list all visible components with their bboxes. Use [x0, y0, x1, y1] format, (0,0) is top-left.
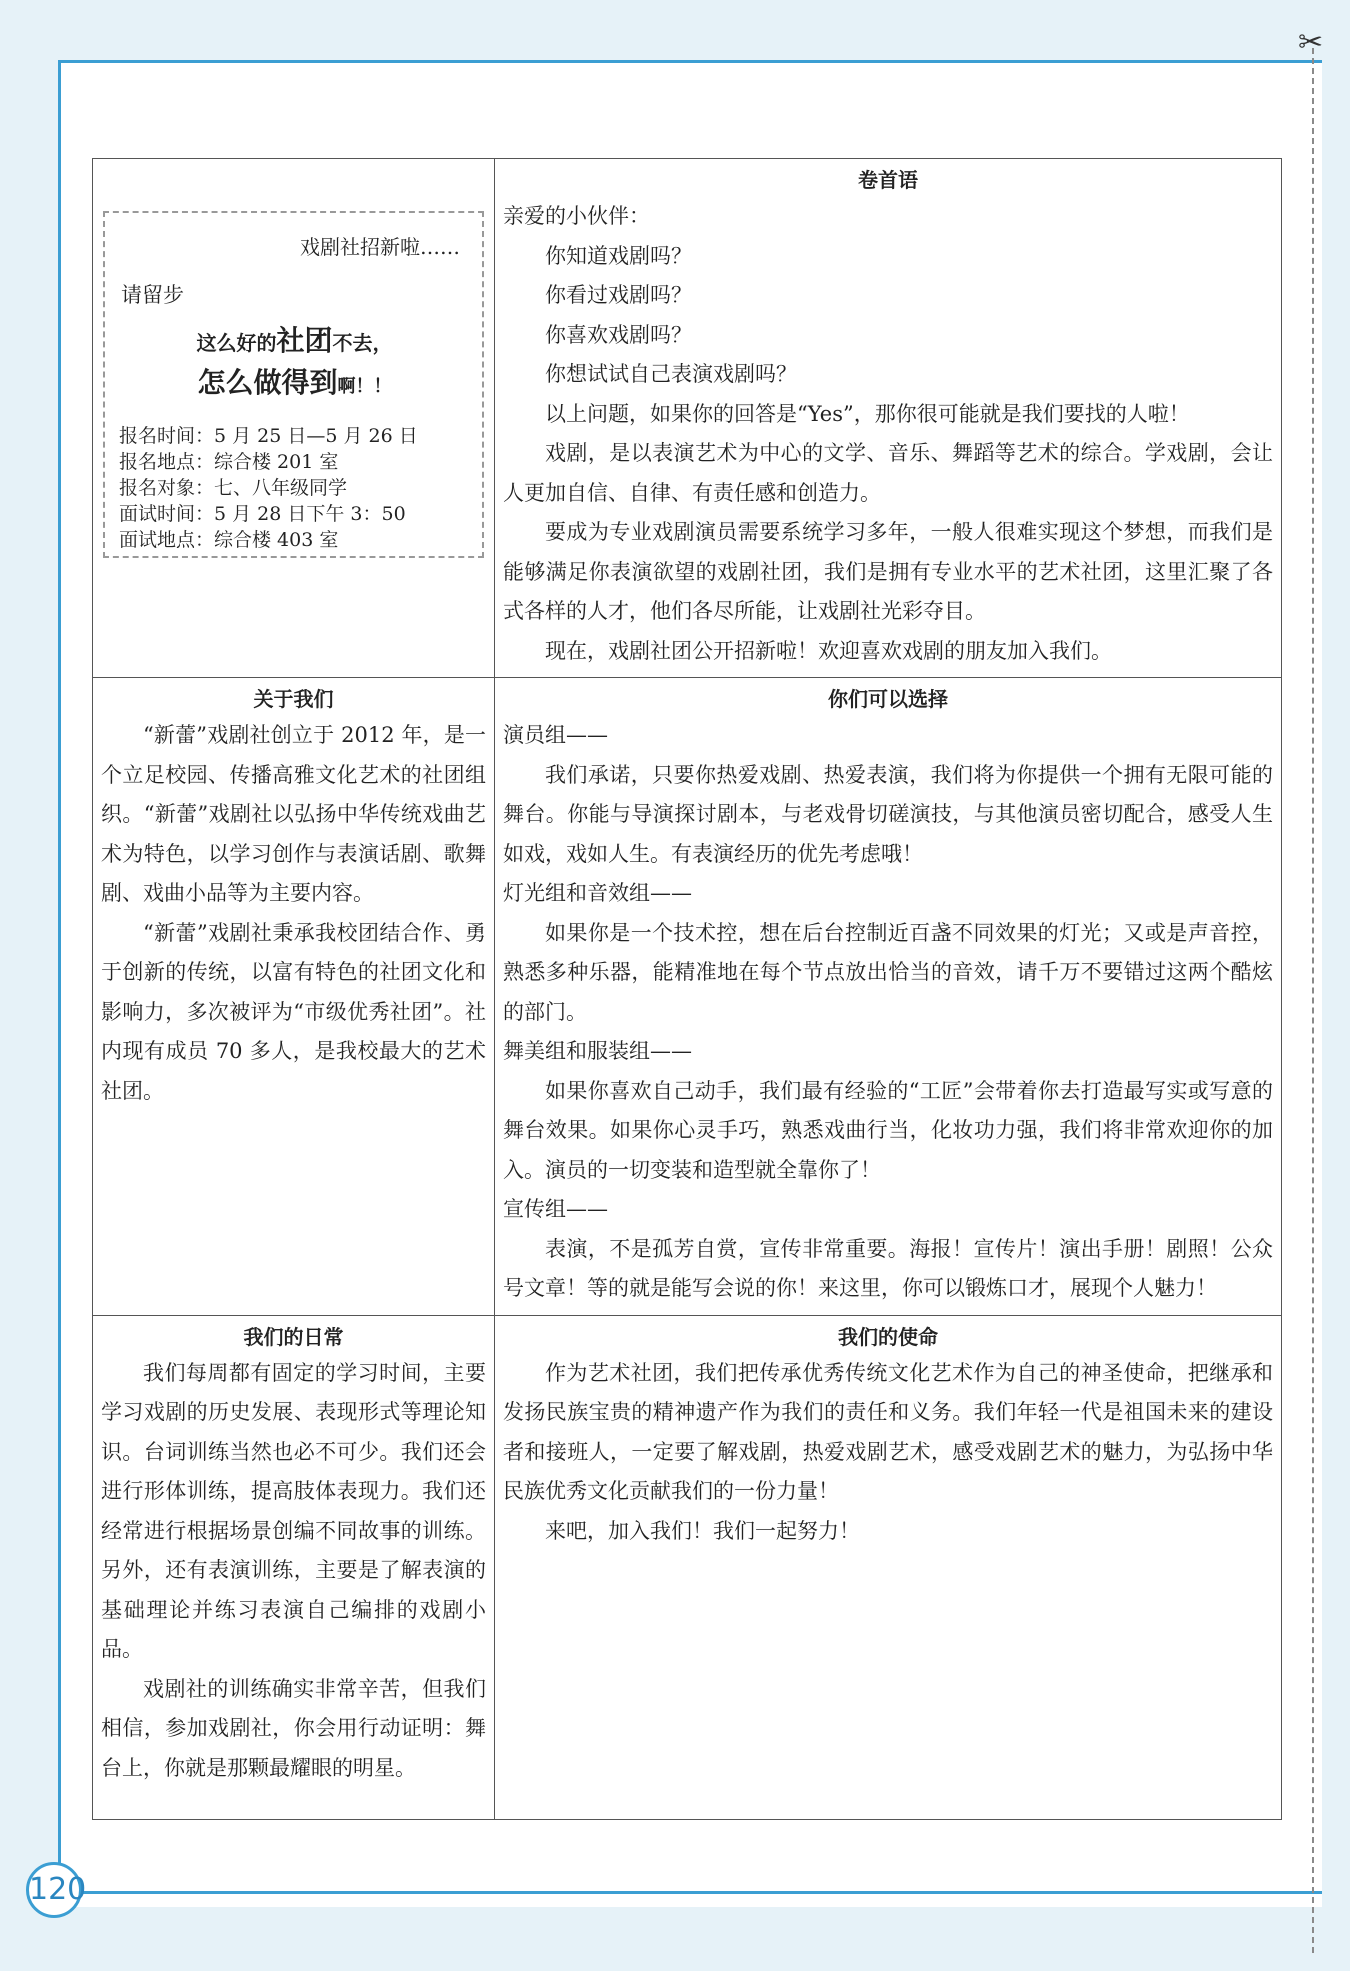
- flyer-cell: [93, 159, 495, 678]
- preface-paragraph: 现在，戏剧社团公开招新啦！欢迎喜欢戏剧的朋友加入我们。: [545, 638, 1112, 663]
- flyer-info-item: 报名对象：七、八年级同学: [119, 477, 348, 499]
- flyer-info-item: 报名地点：综合楼 201 室: [119, 451, 339, 473]
- flyer-info-list: [119, 423, 470, 553]
- group-description: 我们承诺，只要你热爱戏剧、热爱表演，我们将为你提供一个拥有无限可能的舞台。你能与导演探讨剧本，与老戏骨切磋演技，与其他演员密切配合，感受人生如戏，戏如人生。有表演经历的优先考虑哦！: [503, 762, 1273, 866]
- flyer-info-item: 面试地点：综合楼 403 室: [119, 529, 339, 551]
- daily-title: 我们的日常: [243, 1324, 344, 1349]
- left-border-line: [58, 60, 61, 1882]
- preface-question: 你想试试自己表演戏剧吗？: [545, 362, 797, 386]
- about-paragraph: “新蕾”戏剧社创立于 2012 年，是一个立足校园、传播高雅文化艺术的社团组织。“新蕾”戏剧社以弘扬中华传统戏曲艺术为特色，以学习创作与表演话剧、歌舞剧、戏曲小品等为主要内容。: [101, 723, 486, 905]
- daily-cell: [93, 1315, 495, 1819]
- preface-cell: [495, 159, 1282, 678]
- choose-cell: [495, 678, 1282, 1316]
- group-name: 演员组——: [503, 723, 608, 747]
- daily-paragraph: 戏剧社的训练确实非常辛苦，但我们相信，参加戏剧社，你会用行动证明：舞台上，你就是那颗最耀眼的明星。: [101, 1676, 486, 1780]
- choose-title: 你们可以选择: [828, 687, 948, 711]
- mission-paragraph: 作为艺术社团，我们把传承优秀传统文化艺术作为自己的神圣使命，把继承和发扬民族宝贵的精神遗产作为我们的责任和义务。我们年轻一代是祖国未来的建设者和接班人，一定要了解戏剧，热爱戏剧艺术，感受戏剧艺术的魅力，为弘扬中华民族优秀文化贡献我们的一份力量！: [503, 1360, 1273, 1503]
- group-name: 灯光组和音效组——: [503, 881, 692, 905]
- flyer-slogan-line1: 这么好的社团不去，: [196, 324, 393, 357]
- mission-cell: [495, 1315, 1282, 1819]
- preface-paragraph: 要成为专业戏剧演员需要系统学习多年，一般人很难实现这个梦想，而我们是能够满足你表演欲望的戏剧社团，我们是拥有专业水平的艺术社团，这里汇聚了各式各样的人才，他们各尽所能，让戏剧社光彩夺目。: [503, 520, 1273, 623]
- preface-question: 你看过戏剧吗？: [545, 283, 692, 307]
- about-paragraph: “新蕾”戏剧社秉承我校团结合作、勇于创新的传统，以富有特色的社团文化和影响力，多次被评为“市级优秀社团”。社内现有成员 70 多人，是我校最大的艺术社团。: [101, 920, 486, 1103]
- mission-paragraph: 来吧，加入我们！我们一起努力！: [545, 1518, 860, 1543]
- preface-greeting: 亲爱的小伙伴：: [503, 204, 650, 228]
- preface-title: 卷首语: [858, 168, 918, 192]
- recruitment-flyer: [103, 211, 484, 558]
- preface-question: 你知道戏剧吗？: [545, 243, 692, 268]
- content-table: [92, 158, 1282, 1820]
- group-description: 如果你是一个技术控，想在后台控制近百盏不同效果的灯光；又或是声音控，熟悉多种乐器，能精准地在每个节点放出恰当的音效，请千万不要错过这两个酷炫的部门。: [503, 920, 1273, 1024]
- cut-line: [1312, 48, 1314, 1953]
- mission-title: 我们的使命: [838, 1324, 938, 1349]
- preface-question: 你喜欢戏剧吗？: [545, 322, 692, 347]
- group-description: 表演，不是孤芳自赏，宣传非常重要。海报！宣传片！演出手册！剧照！公众号文章！等的就是能写会说的你！来这里，你可以锻炼口才，展现个人魅力！: [503, 1236, 1273, 1300]
- flyer-stay-text: 请留步: [121, 283, 184, 307]
- scissors-icon: ✂: [1298, 25, 1324, 60]
- about-title: 关于我们: [253, 687, 334, 711]
- top-border-line: [58, 60, 1322, 63]
- flyer-info-item: 报名时间：5 月 25 日—5 月 26 日: [119, 425, 418, 447]
- group-description: 如果你喜欢自己动手，我们最有经验的“工匠”会带着你去打造最写实或写意的舞台效果。如果你心灵手巧，熟悉戏曲行当，化妆功力强，我们将非常欢迎你的加入。演员的一切变装和造型就全靠你了！: [503, 1078, 1273, 1182]
- flyer-slogan-line2: 怎么做得到啊！！: [197, 366, 392, 399]
- about-cell: [93, 678, 495, 1316]
- flyer-info-item: 面试时间：5 月 28 日下午 3：50: [119, 503, 406, 525]
- preface-paragraph: 以上问题，如果你的回答是“Yes”，那你很可能就是我们要找的人啦！: [545, 401, 1190, 426]
- preface-paragraph: 戏剧，是以表演艺术为中心的文学、音乐、舞蹈等艺术的综合。学戏剧，会让人更加自信、自律、有责任感和创造力。: [503, 441, 1273, 505]
- bottom-border-line: [82, 1891, 1322, 1894]
- daily-paragraph: 我们每周都有固定的学习时间，主要学习戏剧的历史发展、表现形式等理论知识。台词训练当然也必不可少。我们还会进行形体训练，提高肢体表现力。我们还经常进行根据场景创编不同故事的训练。另外，还有表演训练，主要是了解表演的基础理论并练习表演自己编排的戏剧小品。: [101, 1360, 486, 1661]
- page-number: 120: [26, 1862, 82, 1918]
- group-name: 舞美组和服装组——: [503, 1039, 692, 1063]
- flyer-headline: 戏剧社招新啦……: [300, 235, 460, 259]
- group-name: 宣传组——: [503, 1197, 608, 1221]
